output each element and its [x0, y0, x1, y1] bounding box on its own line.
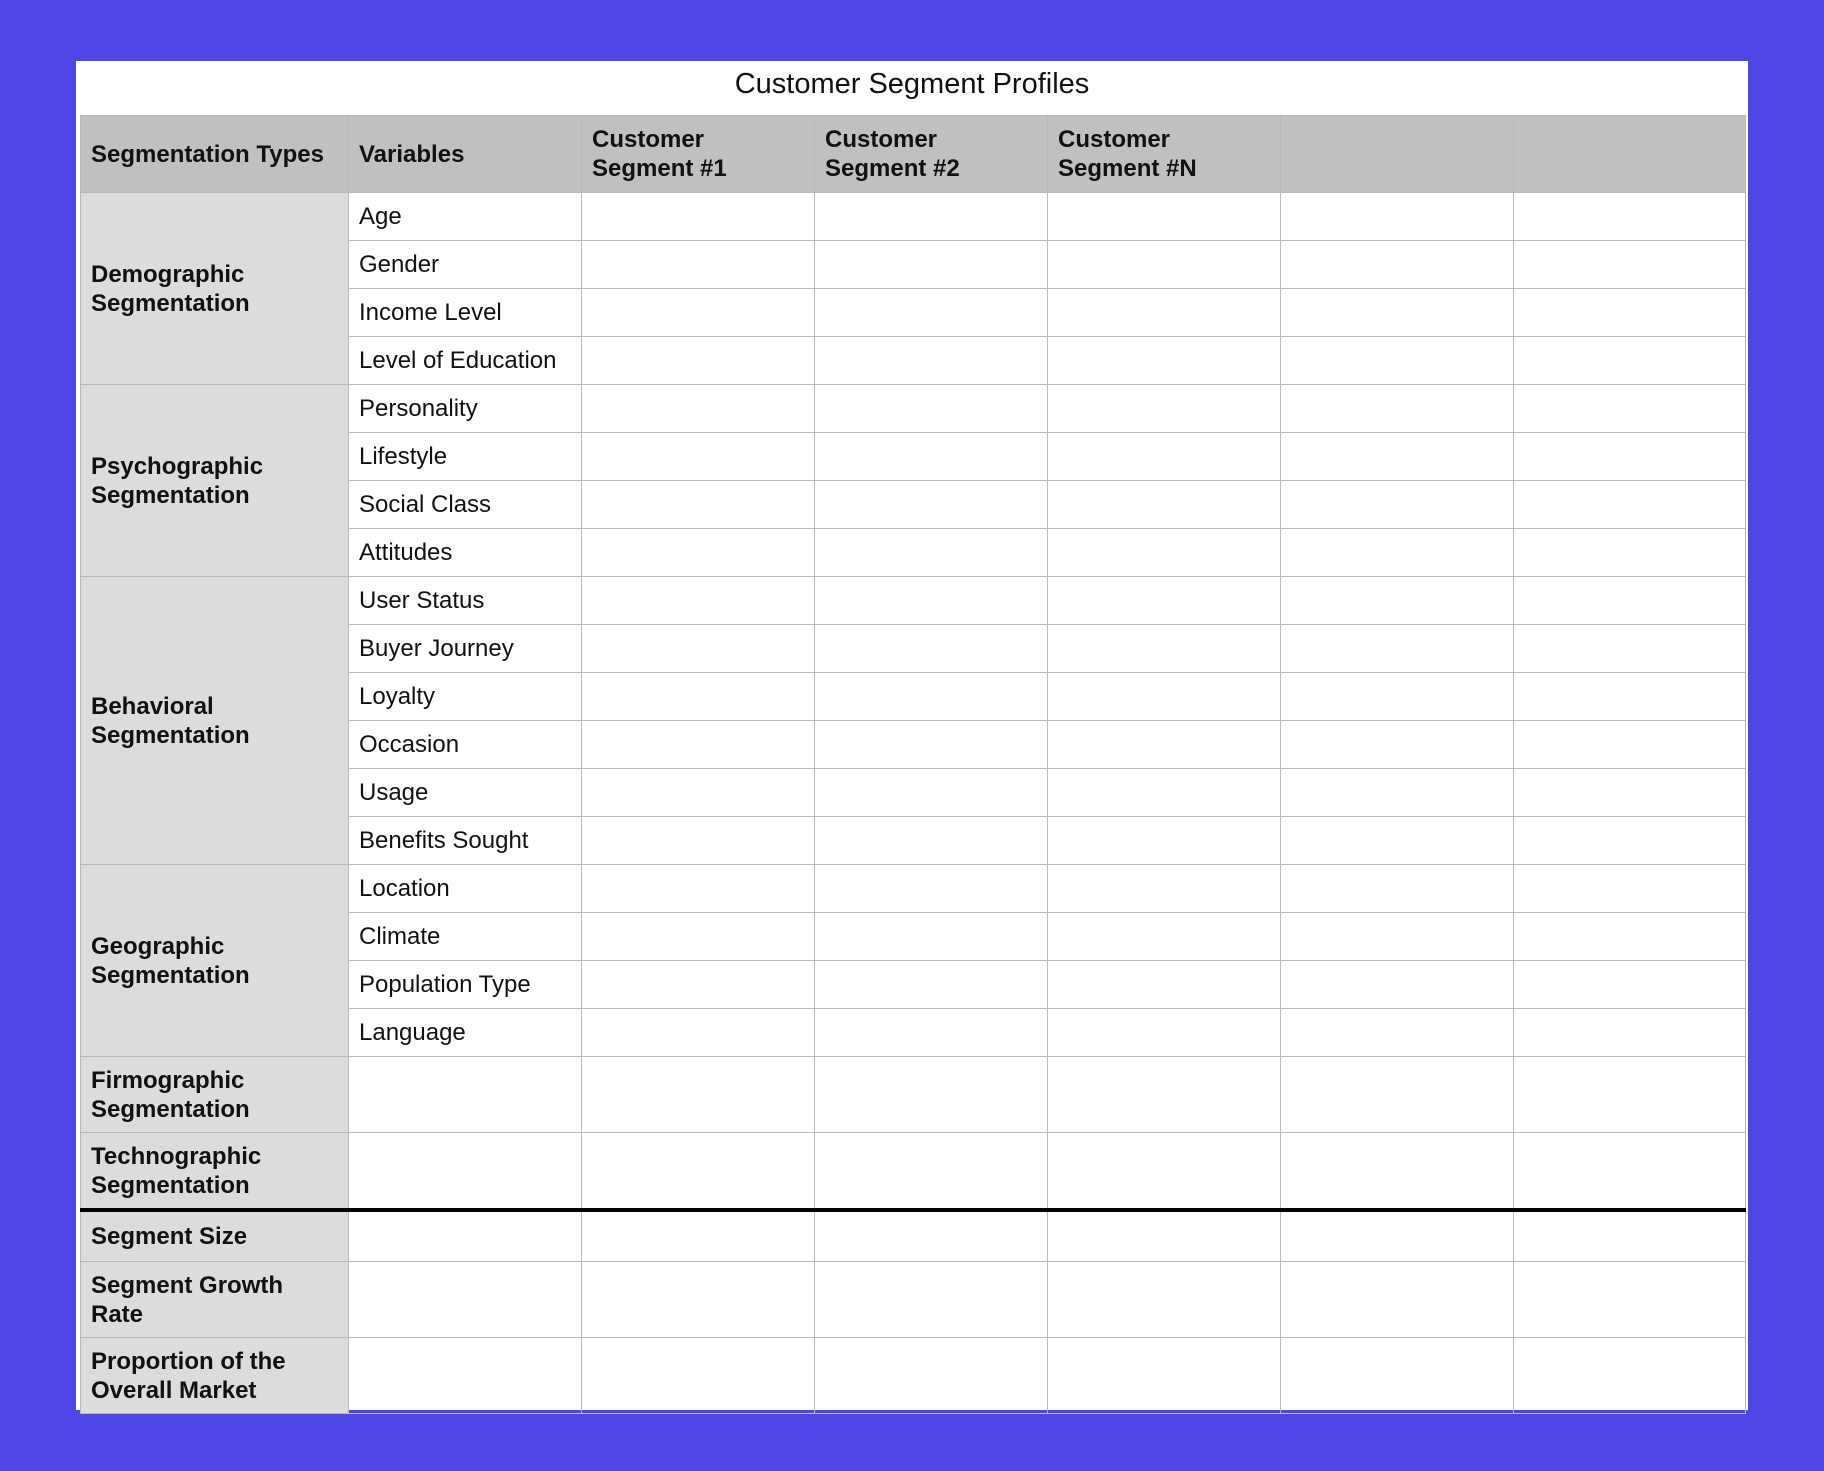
data-cell[interactable]: [815, 817, 1048, 865]
column-header-6: [1514, 116, 1746, 193]
data-cell[interactable]: [1048, 193, 1281, 241]
data-cell[interactable]: [1514, 865, 1746, 913]
data-cell[interactable]: [1514, 769, 1746, 817]
sheet-title: Customer Segment Profiles: [734, 68, 1090, 100]
data-cell[interactable]: [1048, 433, 1281, 481]
data-cell[interactable]: [1281, 769, 1514, 817]
data-cell[interactable]: [1514, 289, 1746, 337]
data-cell[interactable]: [1281, 625, 1514, 673]
variable-cell: Gender: [349, 241, 582, 289]
data-cell[interactable]: [1281, 577, 1514, 625]
data-cell[interactable]: [1281, 337, 1514, 385]
column-header-5: [1281, 116, 1514, 193]
data-cell[interactable]: [1048, 385, 1281, 433]
data-cell[interactable]: [1048, 241, 1281, 289]
variable-cell: Occasion: [349, 721, 582, 769]
data-cell[interactable]: [1281, 1262, 1514, 1338]
data-cell[interactable]: [582, 1262, 815, 1338]
worksheet: [76, 61, 1748, 1410]
data-cell[interactable]: [815, 433, 1048, 481]
data-cell[interactable]: [582, 289, 815, 337]
variable-cell: Attitudes: [349, 529, 582, 577]
data-cell[interactable]: [1281, 241, 1514, 289]
variable-cell: User Status: [349, 577, 582, 625]
data-cell[interactable]: [815, 721, 1048, 769]
variable-cell: Climate: [349, 913, 582, 961]
data-cell[interactable]: [582, 337, 815, 385]
data-cell[interactable]: [582, 625, 815, 673]
data-cell[interactable]: [1514, 673, 1746, 721]
column-header-4: Customer Segment #N: [1048, 116, 1281, 193]
data-cell[interactable]: [815, 1262, 1048, 1338]
data-cell[interactable]: [1281, 1210, 1514, 1262]
data-cell[interactable]: [1514, 817, 1746, 865]
segmentation-type-cell: Behavioral Segmentation: [81, 577, 349, 865]
data-cell[interactable]: [1048, 721, 1281, 769]
summary-row: [81, 1210, 1746, 1262]
variable-cell: Age: [349, 193, 582, 241]
data-cell[interactable]: [1048, 1262, 1281, 1338]
data-cell[interactable]: [1048, 769, 1281, 817]
data-cell[interactable]: [582, 385, 815, 433]
data-cell[interactable]: [1514, 961, 1746, 1009]
header-row: [81, 116, 1746, 193]
table-row: [81, 385, 1746, 433]
data-cell[interactable]: [815, 1133, 1048, 1211]
table-row: [81, 193, 1746, 241]
segmentation-type-cell: Psychographic Segmentation: [81, 385, 349, 577]
data-cell[interactable]: [815, 481, 1048, 529]
data-cell[interactable]: [1048, 337, 1281, 385]
data-cell[interactable]: [1281, 1338, 1514, 1414]
column-header-2: Customer Segment #1: [582, 116, 815, 193]
table-row: [81, 1133, 1746, 1211]
data-cell[interactable]: [815, 577, 1048, 625]
data-cell[interactable]: [582, 961, 815, 1009]
variable-cell: Income Level: [349, 289, 582, 337]
segmentation-type-cell: Firmographic Segmentation: [81, 1057, 349, 1133]
data-cell[interactable]: [1281, 721, 1514, 769]
data-cell[interactable]: [1281, 961, 1514, 1009]
data-cell[interactable]: [1281, 433, 1514, 481]
data-cell[interactable]: [1514, 625, 1746, 673]
data-cell[interactable]: [1048, 1057, 1281, 1133]
data-cell[interactable]: [349, 1262, 582, 1338]
segmentation-type-cell: Demographic Segmentation: [81, 193, 349, 385]
column-header-3: Customer Segment #2: [815, 116, 1048, 193]
data-cell[interactable]: [1281, 1133, 1514, 1211]
summary-row: [81, 1262, 1746, 1338]
data-cell[interactable]: [1514, 1338, 1746, 1414]
data-cell[interactable]: [1281, 289, 1514, 337]
data-cell[interactable]: [1048, 289, 1281, 337]
variable-cell: Level of Education: [349, 337, 582, 385]
table-body: [81, 193, 1746, 1414]
data-cell[interactable]: [1514, 193, 1746, 241]
data-cell[interactable]: [582, 1133, 815, 1211]
data-cell[interactable]: [582, 673, 815, 721]
data-cell[interactable]: [1048, 1338, 1281, 1414]
data-cell[interactable]: [1281, 1009, 1514, 1057]
data-cell[interactable]: [1514, 385, 1746, 433]
data-cell[interactable]: [1281, 865, 1514, 913]
data-cell[interactable]: [582, 481, 815, 529]
data-cell[interactable]: [815, 337, 1048, 385]
summary-row: [81, 1338, 1746, 1414]
variable-cell: Social Class: [349, 481, 582, 529]
variable-cell: Lifestyle: [349, 433, 582, 481]
data-cell[interactable]: [815, 673, 1048, 721]
variable-cell: Population Type: [349, 961, 582, 1009]
variable-cell[interactable]: [349, 1133, 582, 1211]
data-cell[interactable]: [815, 769, 1048, 817]
data-cell[interactable]: [1048, 913, 1281, 961]
data-cell[interactable]: [582, 721, 815, 769]
data-cell[interactable]: [582, 241, 815, 289]
data-cell[interactable]: [582, 769, 815, 817]
data-cell[interactable]: [815, 1210, 1048, 1262]
data-cell[interactable]: [1281, 1057, 1514, 1133]
data-cell[interactable]: [1281, 193, 1514, 241]
data-cell[interactable]: [582, 1009, 815, 1057]
data-cell[interactable]: [1281, 913, 1514, 961]
data-cell[interactable]: [582, 577, 815, 625]
table-row: [81, 577, 1746, 625]
data-cell[interactable]: [582, 817, 815, 865]
table-row: [81, 865, 1746, 913]
data-cell[interactable]: [1281, 385, 1514, 433]
data-cell[interactable]: [1048, 673, 1281, 721]
data-cell[interactable]: [1514, 1262, 1746, 1338]
data-cell[interactable]: [1514, 721, 1746, 769]
data-cell[interactable]: [349, 1338, 582, 1414]
data-cell[interactable]: [582, 1338, 815, 1414]
data-cell[interactable]: [1281, 529, 1514, 577]
variable-cell: Buyer Journey: [349, 625, 582, 673]
data-cell[interactable]: [1048, 481, 1281, 529]
data-cell[interactable]: [815, 193, 1048, 241]
variable-cell: Location: [349, 865, 582, 913]
data-cell[interactable]: [1048, 1210, 1281, 1262]
data-cell[interactable]: [815, 1057, 1048, 1133]
data-cell[interactable]: [1281, 817, 1514, 865]
segmentation-type-cell: Technographic Segmentation: [81, 1133, 349, 1211]
data-cell[interactable]: [582, 913, 815, 961]
variable-cell: Language: [349, 1009, 582, 1057]
data-cell[interactable]: [1514, 433, 1746, 481]
variable-cell[interactable]: [349, 1057, 582, 1133]
column-header-0: Segmentation Types: [81, 116, 349, 193]
variable-cell: Personality: [349, 385, 582, 433]
data-cell[interactable]: [1048, 865, 1281, 913]
variable-cell: Usage: [349, 769, 582, 817]
data-cell[interactable]: [815, 913, 1048, 961]
data-cell[interactable]: [815, 961, 1048, 1009]
data-cell[interactable]: [815, 289, 1048, 337]
data-cell[interactable]: [1048, 961, 1281, 1009]
data-cell[interactable]: [1514, 1133, 1746, 1211]
data-cell[interactable]: [1048, 1009, 1281, 1057]
data-cell[interactable]: [582, 865, 815, 913]
data-cell[interactable]: [349, 1210, 582, 1262]
data-cell[interactable]: [1048, 817, 1281, 865]
data-cell[interactable]: [1514, 1210, 1746, 1262]
data-cell[interactable]: [815, 529, 1048, 577]
data-cell[interactable]: [1514, 1009, 1746, 1057]
data-cell[interactable]: [582, 529, 815, 577]
data-cell[interactable]: [1048, 625, 1281, 673]
variable-cell: Loyalty: [349, 673, 582, 721]
data-cell[interactable]: [815, 625, 1048, 673]
data-cell[interactable]: [815, 865, 1048, 913]
data-cell[interactable]: [1514, 241, 1746, 289]
data-cell[interactable]: [1514, 337, 1746, 385]
data-cell[interactable]: [582, 1210, 815, 1262]
data-cell[interactable]: [1514, 913, 1746, 961]
data-cell[interactable]: [582, 1057, 815, 1133]
data-cell[interactable]: [815, 385, 1048, 433]
data-cell[interactable]: [1281, 673, 1514, 721]
summary-label-cell: Proportion of the Overall Market: [81, 1338, 349, 1414]
data-cell[interactable]: [1048, 1133, 1281, 1211]
column-header-1: Variables: [349, 116, 582, 193]
data-cell[interactable]: [815, 1338, 1048, 1414]
data-cell[interactable]: [815, 1009, 1048, 1057]
segmentation-type-cell: Geographic Segmentation: [81, 865, 349, 1057]
table-row: [81, 1057, 1746, 1133]
data-cell[interactable]: [815, 241, 1048, 289]
data-cell[interactable]: [1048, 529, 1281, 577]
data-cell[interactable]: [1514, 577, 1746, 625]
data-cell[interactable]: [582, 193, 815, 241]
data-cell[interactable]: [1514, 1057, 1746, 1133]
data-cell[interactable]: [1048, 577, 1281, 625]
variable-cell: Benefits Sought: [349, 817, 582, 865]
data-cell[interactable]: [1514, 529, 1746, 577]
segment-profile-table: [80, 115, 1746, 1414]
data-cell[interactable]: [1281, 481, 1514, 529]
data-cell[interactable]: [582, 433, 815, 481]
summary-label-cell: Segment Growth Rate: [81, 1262, 349, 1338]
data-cell[interactable]: [1514, 481, 1746, 529]
summary-label-cell: Segment Size: [81, 1210, 349, 1262]
